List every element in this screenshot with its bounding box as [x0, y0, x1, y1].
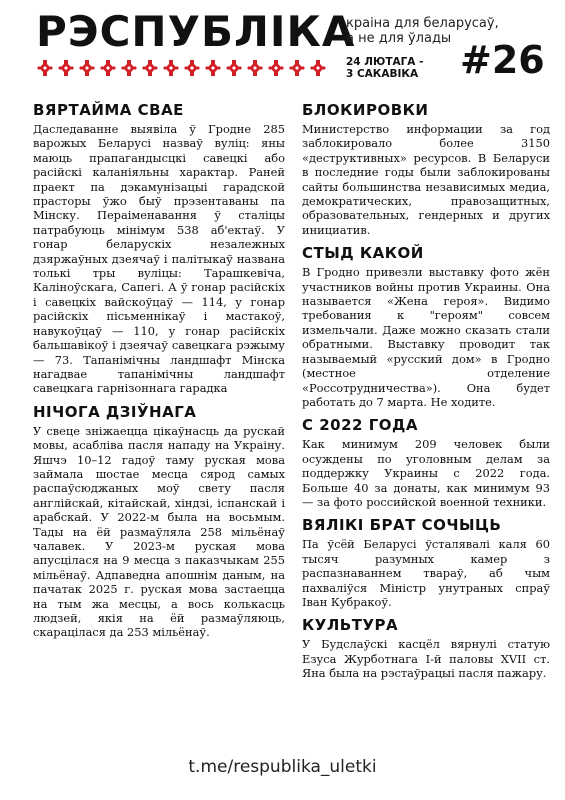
article-culture	[302, 615, 550, 680]
date-line-2: 3 САКАВІКА	[346, 68, 419, 80]
article-heading: НІЧОГА ДЗІЎНАГА	[33, 402, 197, 421]
telegram-link[interactable]: t.me/respublika_uletki	[188, 757, 377, 777]
left-column	[33, 100, 285, 646]
article-body: Министерство информации за год заблокировало более 3150 «деструктивных» ресурсов. В Беларуси в последние годы были заблокированы сайты большинства независимых медиа, демократических, правозащитных, образовательных, гендерных и других инициатив.	[302, 122, 550, 237]
masthead-title: РЭСПУБЛІКА	[36, 7, 356, 56]
article-exhibition	[302, 243, 550, 409]
article-body: У Будслаўскі касцёл вярнулі статую Езуса Журботнага I-й паловы XVII ст. Яна была на рэстаўрацыі пасля пажару.	[302, 637, 550, 681]
article-blocking	[302, 100, 550, 237]
tagline-line-1: краіна для беларусаў,	[346, 16, 499, 31]
article-russian-language	[33, 402, 285, 640]
article-streets	[33, 100, 285, 396]
article-body: Даследаванне выявіла ў Гродне 285 варожых Беларусі назваў вуліц: яны маюць прапагандысцкі савецкі або расійскі каланіяльны характар. Раней праект па дэкамунізацыі гарадской прасторы ўжо быў прэзентаваны па Мінску. Пераіменавання ў сталіцы патрабуюць мінімум 538 аб'ектаў. У гонар беларускіх незалежных дзяржаўных дзеячаў і палітыкаў названа толькі тры вуліцы: Тарашкевіча, Каліноўскага, Сапегі. А ў гонар расійскіх і савецкіх вайскоўцаў — 114, у гонар расійскіх пісьменнікаў і мастакоў, навукоўцаў — 110, у гонар расійскіх бальшавікоў і дзеячаў савецкага рэжыму — 73. Тапанімічны ландшафт Мінска нагадвае тапанімічны ландшафт савецкага гарнізоннага гарадка	[33, 122, 285, 396]
issue-number: #26	[460, 38, 545, 82]
belarusian-ornament-icon	[36, 58, 336, 78]
right-column	[302, 100, 550, 687]
masthead	[0, 0, 565, 95]
article-heading: КУЛЬТУРА	[302, 616, 399, 635]
date-line-1: 24 ЛЮТАГА -	[346, 56, 424, 68]
article-heading: С 2022 ГОДА	[302, 416, 418, 435]
tagline-line-2: а не для ўлады	[346, 31, 452, 46]
article-body: У свеце зніжаецца цікаўнасць да рускай мовы, асабліва пасля нападу на Украіну. Яшчэ 10–12 гадоў таму руская мова займала шостае месца сярод самых распаўсюджаных моў свету пасля англійскай, кітайскай, хіндзі, іспанскай і арабскай. У 2022-м была на восьмым. Тады на ёй размаўляла 258 мільёнаў чалавек. У 2023-м руская мова апусцілася на 9 месца з паказчыкам 255 мільёнаў. Адпаведна апошнім даным, на пачатак 2025 г. руская мова застаецца на тым жа месцы, а вось колькасць людзей, якія на ёй размаўляюць, скарацілася да 253 мільёнаў.	[33, 423, 285, 640]
article-body: В Гродно привезли выставку фото жён участников войны против Украины. Она называется «Жена героя». Видимо требования к "героям" совсем измельчали. Даже можно сказать стали обратными. Выставку проводит так называемый «русский дом» в Гродно (местное отделение «Россотрудничества»). Она будет работать до 7 марта. Не ходите.	[302, 265, 550, 409]
article-cameras	[302, 515, 550, 609]
article-convictions	[302, 415, 550, 509]
issue-date	[346, 56, 423, 80]
article-heading: ВЯЛІКІ БРАТ СОЧЫЦЬ	[302, 516, 502, 535]
article-heading: БЛОКИРОВКИ	[302, 101, 429, 119]
article-body: Как минимум 209 человек были осуждены по уголовным делам за поддержку Украины с 2022 года. Больше 40 за донаты, как минимум 93 — за фото российской военной техники.	[302, 437, 550, 509]
article-body: Па ўсёй Беларусі ўсталявалі каля 60 тысяч разумных камер з распазнаваннем твараў, аб чым пахваліўся Міністр унутраных спраў Іван Кубракоў.	[302, 537, 550, 609]
article-heading: ВЯРТАЙМА СВАЕ	[33, 101, 184, 119]
article-heading: СТЫД КАКОЙ	[302, 244, 424, 263]
